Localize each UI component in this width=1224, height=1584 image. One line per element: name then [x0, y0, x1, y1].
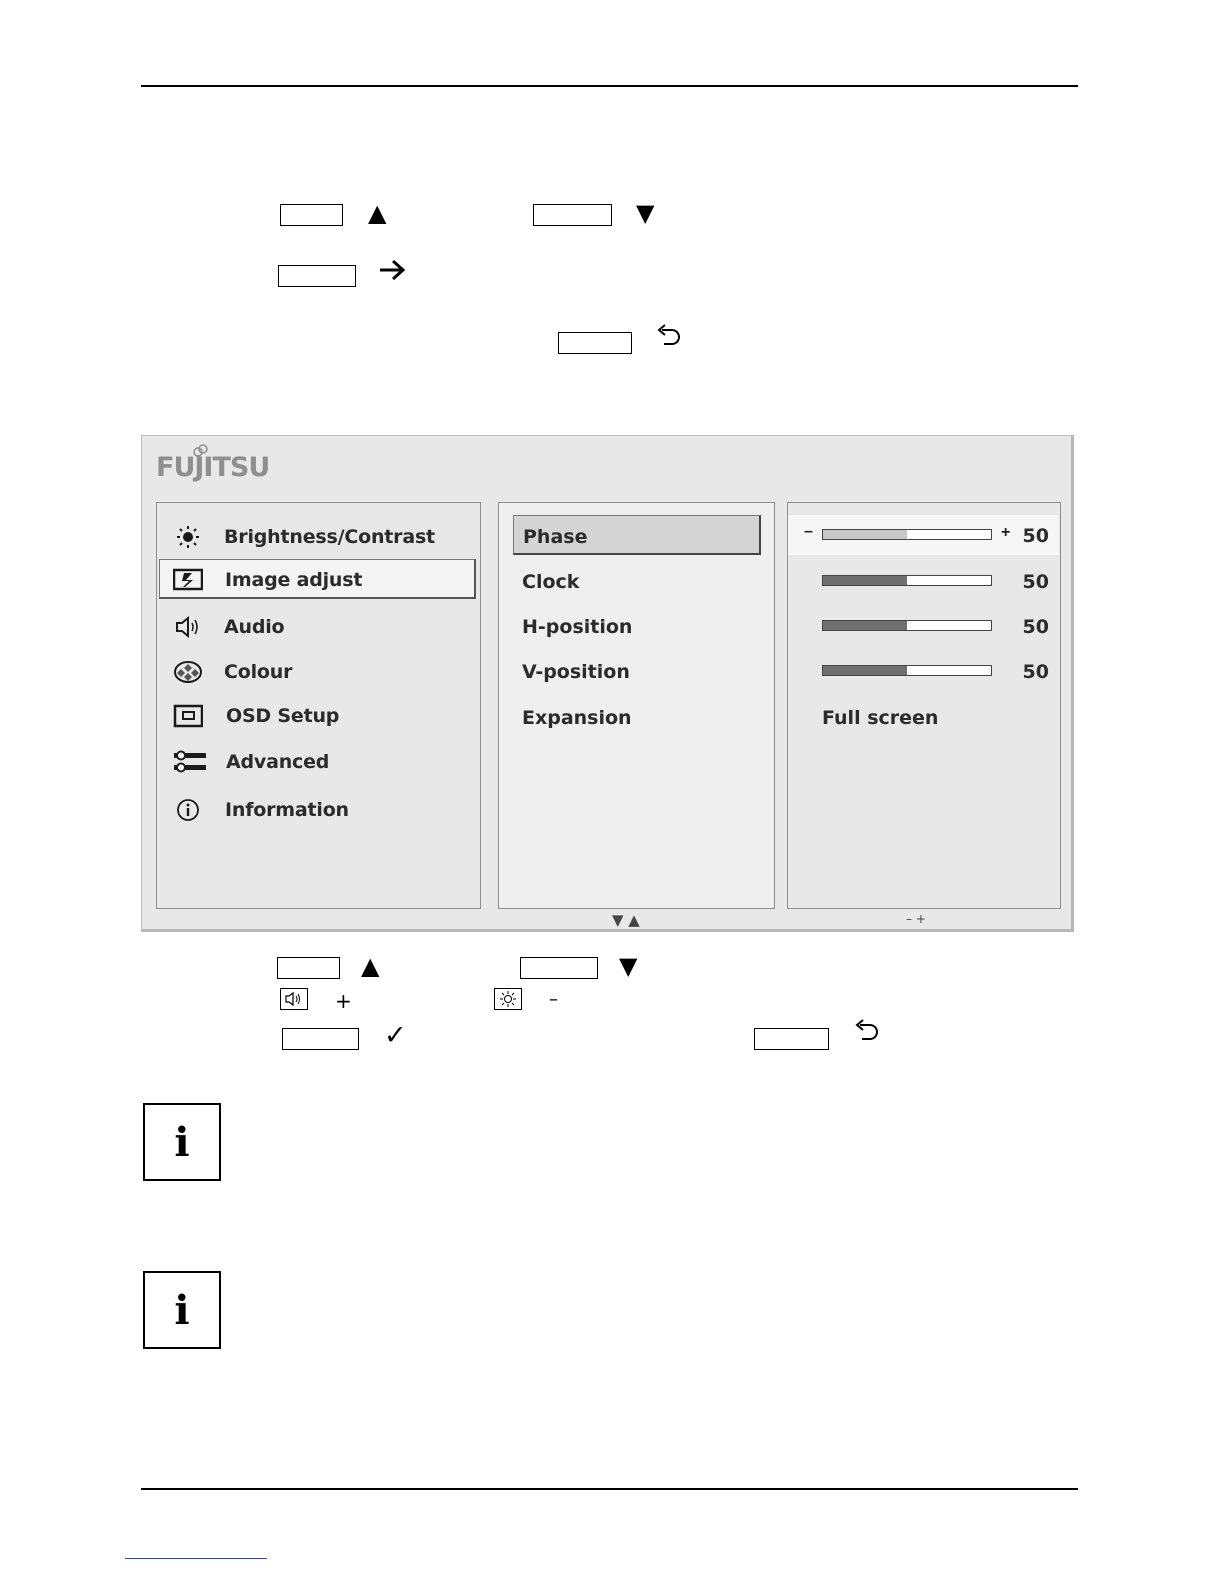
slider-fill [823, 576, 907, 585]
slider-fill [823, 621, 907, 630]
slider-fill [823, 666, 907, 675]
speaker-icon [282, 990, 306, 1008]
value-row-h-position[interactable] [788, 606, 1059, 646]
menu-item-label: Colour [224, 661, 293, 683]
h-position-slider[interactable] [822, 620, 992, 631]
sun-icon [173, 525, 203, 549]
key-button-enter [278, 265, 356, 287]
menu-item-label: OSD Setup [226, 705, 340, 727]
fujitsu-logo: FUJITSU [156, 452, 270, 483]
phase-slider[interactable] [822, 529, 992, 540]
menu-item-advanced[interactable] [159, 741, 476, 781]
key-button-return [754, 1028, 829, 1050]
submenu-item-v-position[interactable] [513, 651, 761, 691]
up-arrow-icon: ▲ [361, 952, 380, 980]
down-arrow-icon: ▼ [636, 199, 655, 227]
sun-icon [496, 990, 520, 1008]
speaker-icon [173, 615, 203, 639]
menu-item-label: Brightness/Contrast [224, 526, 435, 548]
submenu-item-label: Expansion [522, 707, 632, 729]
submenu-item-label: V-position [522, 661, 630, 683]
menu-item-label: Information [225, 799, 349, 821]
value-row-expansion[interactable] [788, 697, 1059, 737]
palette-icon [173, 660, 203, 684]
osd-menu [141, 435, 1074, 932]
submenu-item-label: Phase [523, 526, 588, 548]
value-row-clock[interactable] [788, 561, 1059, 601]
plus-label: + [1001, 524, 1011, 541]
header-rule [141, 85, 1078, 87]
expansion-value: Full screen [822, 707, 939, 729]
submenu-item-label: H-position [522, 616, 633, 638]
menu-item-osd-setup[interactable] [159, 695, 476, 735]
image-adjust-icon [173, 568, 203, 592]
osd-setup-icon [173, 704, 203, 728]
submenu-panel [498, 502, 775, 909]
key-button-down [533, 204, 612, 226]
menu-item-image-adjust[interactable] [159, 559, 476, 599]
menu-item-label: Audio [224, 616, 285, 638]
key-button-brightness [494, 988, 522, 1010]
clock-slider[interactable] [822, 575, 992, 586]
key-button-enter [282, 1028, 359, 1050]
info-glyph: i [174, 1287, 190, 1334]
value-row-v-position[interactable] [788, 651, 1059, 691]
value-hint: – + [906, 912, 926, 926]
slider-value: 50 [1022, 571, 1049, 593]
menu-item-label: Advanced [226, 751, 330, 773]
v-position-slider[interactable] [822, 665, 992, 676]
submenu-item-label: Clock [522, 571, 580, 593]
info-note-icon [143, 1271, 221, 1349]
key-button-down [520, 957, 598, 979]
slider-value: 50 [1022, 525, 1049, 547]
footer-rule [141, 1488, 1078, 1490]
minus-label: – [804, 523, 813, 540]
menu-item-audio[interactable] [159, 606, 476, 646]
info-glyph: i [174, 1119, 190, 1166]
menu-item-information[interactable] [159, 789, 476, 829]
menu-item-brightness-contrast[interactable] [159, 516, 476, 556]
fujitsu-logo-rings-icon [192, 444, 210, 458]
menu-item-colour[interactable] [159, 651, 476, 691]
nav-hint: ▼ ▲ [612, 911, 640, 929]
plus-icon: + [335, 989, 352, 1013]
key-button-up [277, 957, 340, 979]
menu-item-label: Image adjust [225, 569, 363, 591]
values-panel [787, 502, 1061, 909]
minus-icon: – [549, 989, 558, 1010]
footer-link-underline[interactable] [125, 1558, 267, 1559]
main-menu-panel [156, 502, 481, 909]
down-arrow-icon: ▼ [619, 952, 638, 980]
value-row-phase[interactable] [788, 515, 1059, 555]
key-button-return [558, 332, 632, 354]
submenu-item-h-position[interactable] [513, 606, 761, 646]
key-button-up [280, 204, 343, 226]
right-arrow-icon [378, 257, 408, 283]
up-arrow-icon: ▲ [368, 199, 387, 227]
key-button-volume [280, 988, 308, 1010]
slider-fill [823, 530, 907, 539]
slider-value: 50 [1022, 661, 1049, 683]
submenu-item-phase[interactable] [513, 515, 761, 555]
submenu-item-expansion[interactable] [513, 697, 761, 737]
return-arrow-icon [852, 1019, 882, 1045]
submenu-item-clock[interactable] [513, 561, 761, 601]
check-icon: ✓ [384, 1020, 407, 1051]
info-note-icon [143, 1103, 221, 1181]
slider-value: 50 [1022, 616, 1049, 638]
sliders-icon [173, 750, 207, 774]
info-icon [173, 798, 203, 822]
return-arrow-icon [654, 324, 684, 350]
